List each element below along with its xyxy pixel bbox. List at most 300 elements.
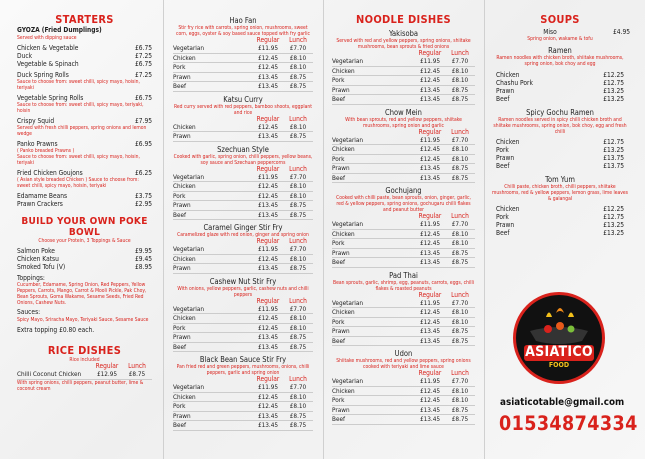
item-price: £7.25 <box>135 51 152 60</box>
lunch-price: £8.10 <box>289 323 307 332</box>
regular-price: £13.45 <box>419 327 441 335</box>
soup-row <box>490 221 630 229</box>
miso-row <box>490 28 630 36</box>
lunch-price: £8.75 <box>289 421 307 429</box>
starter-row <box>17 71 152 79</box>
item-name: Duck <box>17 51 33 60</box>
price-line <box>173 173 313 183</box>
soup-price: £13.25 <box>603 221 624 229</box>
dish-title: Hao Fan <box>229 16 257 25</box>
soup-protein: Chashu Pork <box>496 79 533 87</box>
lunch-header: Lunch <box>289 375 307 383</box>
lunch-header: Lunch <box>451 290 469 299</box>
lunch-price: £8.75 <box>451 164 469 172</box>
lunch-header: Lunch <box>289 164 307 173</box>
price-line <box>173 402 313 412</box>
soup-row <box>490 71 630 79</box>
protein-name: Chicken <box>173 122 196 131</box>
lunch-price: £8.75 <box>289 132 307 140</box>
tom-yum-desc: Chilli paste, chicken broth, chilli peppers, shiitake mushrooms, red & yellow peppers, lemon grass, lime leaves & galangal <box>492 184 628 202</box>
poke-sub: Choose your Protein, 3 Toppings & Sauce <box>38 237 131 244</box>
price-grid <box>332 292 475 347</box>
price-line <box>173 211 313 221</box>
item-name: Salmon Poke <box>17 246 55 255</box>
price-header <box>332 292 475 299</box>
price-header <box>173 166 313 173</box>
dish-block <box>332 271 475 347</box>
price-line <box>173 63 313 73</box>
dish-title: Cashew Nut Stir Fry <box>209 276 277 286</box>
soup-price: £12.25 <box>603 205 624 213</box>
lunch-price: £8.75 <box>451 173 469 182</box>
dish-block <box>332 29 475 105</box>
brand-tag: FOOD <box>548 361 570 369</box>
sauces-label: Sauces: <box>17 308 41 316</box>
dish-desc: With bean sprouts, red and yellow peppers, shiitake mushrooms, spring onion and garlic <box>345 116 462 129</box>
dish-title: Chow Mein <box>385 107 422 117</box>
protein-name: Beef <box>332 258 346 266</box>
item-name: Vegetable & Spinach <box>17 59 79 68</box>
lunch-price: £8.75 <box>289 333 307 341</box>
lunch-price: £7.70 <box>451 377 469 385</box>
protein-name: Vegetarian <box>332 220 364 228</box>
price-line <box>332 299 475 309</box>
rice-desc: With spring onions, chilli peppers, peanut butter, lime & coconut cream <box>17 379 144 392</box>
regular-price: £13.45 <box>419 173 441 182</box>
price-line <box>332 406 475 416</box>
regular-price: £13.45 <box>257 421 279 429</box>
item-price: £9.45 <box>135 254 152 263</box>
soups-title: SOUPS <box>540 13 580 26</box>
lunch-price: £8.10 <box>451 317 469 326</box>
soup-row <box>490 87 630 95</box>
spicy-ramen-rows <box>490 138 630 170</box>
price-line <box>173 73 313 83</box>
rice-title: RICE DISHES <box>47 344 122 357</box>
starter-desc: Sauce to choose from: sweet chilli, spicy mayo, hoisin, teriyaki <box>17 78 140 91</box>
noodles-title: NOODLE DISHES <box>356 13 451 26</box>
price-line <box>332 95 475 105</box>
price-line <box>173 182 313 192</box>
protein-name: Prawn <box>332 405 350 414</box>
regular-header: Regular <box>256 36 280 44</box>
regular-price: £13.45 <box>257 333 279 341</box>
poke-title: BUILD YOUR OWN POKE BOWL <box>21 215 148 238</box>
price-grid <box>173 238 313 274</box>
price-line <box>173 192 313 202</box>
gyoza-name: GYOZA (Fried Dumplings) <box>17 26 102 34</box>
price-header <box>332 50 475 57</box>
regular-price: £12.45 <box>257 191 279 200</box>
price-line <box>332 164 475 174</box>
lunch-price: £8.10 <box>451 76 469 84</box>
rice-regular-price: £12.95 <box>96 370 118 378</box>
price-line <box>173 44 313 54</box>
lunch-price: £8.75 <box>289 72 307 81</box>
regular-price: £11.95 <box>257 304 279 313</box>
protein-name: Chicken <box>173 392 196 401</box>
regular-price: £11.95 <box>419 377 441 385</box>
price-line <box>173 333 313 343</box>
lunch-price: £7.70 <box>289 172 307 181</box>
regular-header: Regular <box>418 212 442 220</box>
price-line <box>332 396 475 406</box>
starter-row <box>17 140 152 148</box>
fold-line <box>163 0 164 459</box>
dish-desc: Cooked with garlic, spring onion, chilli peppers, yellow beans, soy sauce and Szechuan peppercorns <box>173 153 313 166</box>
price-grid <box>332 129 475 184</box>
lunch-price: £8.75 <box>451 327 469 335</box>
lunch-price: £8.10 <box>451 239 469 247</box>
protein-name: Chicken <box>173 182 196 190</box>
protein-name: Pork <box>173 402 186 410</box>
lunch-price: £7.70 <box>451 220 469 228</box>
protein-name: Chicken <box>173 314 196 322</box>
rice-item-name: Chilli Coconut Chicken <box>17 370 82 378</box>
protein-name: Beef <box>173 421 187 429</box>
item-name: Smoked Tofu (V) <box>17 262 66 271</box>
dish-block <box>332 349 475 425</box>
stir-fry-column <box>173 13 313 459</box>
lunch-price: £8.10 <box>289 63 307 71</box>
item-price: £6.75 <box>135 43 152 52</box>
regular-header: Regular <box>256 164 280 173</box>
starter-row <box>17 117 152 125</box>
dish-block <box>173 223 313 274</box>
regular-price: £13.45 <box>257 264 279 272</box>
regular-header: Regular <box>256 296 280 305</box>
soup-price: £12.75 <box>603 138 624 146</box>
price-line <box>332 239 475 249</box>
protein-name: Vegetarian <box>332 298 364 307</box>
lunch-price: £8.75 <box>289 342 307 351</box>
gyoza-desc: Served with dipping sauce <box>17 34 77 41</box>
lunch-price: £8.10 <box>289 191 307 200</box>
item-price: £3.75 <box>135 191 152 200</box>
price-header <box>173 116 313 123</box>
regular-price: £11.95 <box>257 44 279 52</box>
price-header <box>332 213 475 220</box>
regular-header: Regular <box>256 237 280 245</box>
lunch-price: £8.10 <box>451 386 469 395</box>
dish-block <box>332 186 475 268</box>
price-line <box>332 249 475 259</box>
price-line <box>173 255 313 265</box>
regular-header: Regular <box>256 114 280 123</box>
price-line <box>332 67 475 77</box>
price-line <box>332 230 475 240</box>
soup-price: £13.75 <box>603 162 624 170</box>
regular-price: £12.45 <box>257 314 279 322</box>
regular-price: £13.45 <box>257 82 279 90</box>
lunch-price: £8.75 <box>451 248 469 257</box>
lunch-price: £8.10 <box>289 122 307 131</box>
price-grid <box>173 376 313 431</box>
lunch-price: £8.75 <box>451 258 469 266</box>
lunch-price: £8.10 <box>289 314 307 322</box>
regular-price: £12.45 <box>419 229 441 238</box>
price-line <box>332 86 475 96</box>
starter-name: Panko Prawns <box>17 139 58 148</box>
price-header <box>332 370 475 377</box>
menu-row <box>17 44 152 52</box>
starter-note: ( Panko breaded Prawns ) <box>17 147 75 154</box>
lunch-price: £8.75 <box>451 415 469 423</box>
protein-name: Prawn <box>173 132 191 140</box>
menu-row <box>17 263 152 271</box>
protein-name: Pork <box>332 76 345 84</box>
dish-title: Yakisoba <box>388 29 419 38</box>
soup-price: £13.75 <box>603 154 624 162</box>
soup-protein: Prawn <box>496 154 515 162</box>
soup-row <box>490 95 630 103</box>
protein-name: Pork <box>332 239 345 247</box>
soup-row <box>490 213 630 221</box>
soup-row <box>490 138 630 146</box>
regular-price: £12.45 <box>257 53 279 62</box>
price-line <box>332 318 475 328</box>
regular-price: £13.45 <box>419 258 441 266</box>
menu-row <box>17 247 152 255</box>
ramen-desc: Ramen noodles with chicken broth, shiitake mushrooms, spring onion, bok choy and egg <box>496 55 624 67</box>
regular-header: Regular <box>418 369 442 377</box>
regular-price: £13.45 <box>419 95 441 103</box>
protein-name: Beef <box>332 173 346 182</box>
protein-name: Chicken <box>332 308 355 316</box>
price-grid <box>173 37 313 92</box>
protein-name: Vegetarian <box>173 304 205 313</box>
protein-name: Chicken <box>173 53 196 62</box>
lunch-price: £8.10 <box>451 229 469 238</box>
toppings-label: Toppings: <box>17 273 45 282</box>
regular-price: £11.95 <box>419 220 441 228</box>
regular-price: £13.45 <box>419 405 441 414</box>
price-line <box>173 421 313 431</box>
lunch-header: Lunch <box>289 296 307 305</box>
protein-name: Beef <box>173 210 187 219</box>
price-header <box>173 298 313 305</box>
lunch-price: £7.70 <box>289 383 307 391</box>
lunch-header: Lunch <box>289 114 307 123</box>
protein-name: Beef <box>332 415 346 423</box>
starter-item <box>17 169 152 189</box>
regular-price: £11.95 <box>419 298 441 307</box>
dish-block <box>332 108 475 184</box>
starter-price: £7.25 <box>135 70 152 79</box>
protein-name: Vegetarian <box>173 245 205 253</box>
soups-column <box>490 0 630 459</box>
price-line <box>332 155 475 165</box>
noodle-dishes <box>332 29 475 425</box>
regular-price: £13.45 <box>419 164 441 172</box>
regular-price: £12.45 <box>419 66 441 75</box>
lunch-price: £8.10 <box>289 254 307 263</box>
regular-price: £11.95 <box>419 135 441 144</box>
item-price: £9.95 <box>135 246 152 255</box>
starter-desc: Sauce to choose from: sweet chilli, spicy mayo, teriyaki, hoisin <box>17 101 144 114</box>
noodles-column <box>332 0 475 459</box>
dish-desc: Caramelized glaze with red onion, ginger and spring onion <box>177 232 309 238</box>
price-line <box>332 174 475 184</box>
ramen-title: Ramen <box>548 46 572 55</box>
lunch-header: Lunch <box>451 127 469 136</box>
fold-line <box>323 0 324 459</box>
item-name: Chicken & Vegetable <box>17 43 79 52</box>
soup-price: £13.25 <box>603 229 624 237</box>
soup-protein: Beef <box>496 162 510 170</box>
soup-row <box>490 79 630 87</box>
protein-name: Pork <box>173 323 186 332</box>
lunch-price: £8.75 <box>451 85 469 94</box>
price-line <box>332 220 475 230</box>
tom-yum-rows <box>490 205 630 237</box>
price-header <box>332 129 475 136</box>
regular-header: Regular <box>418 127 442 136</box>
protein-name: Beef <box>332 95 346 103</box>
price-line <box>173 305 313 315</box>
regular-price: £12.45 <box>419 386 441 395</box>
starter-extras <box>17 192 152 208</box>
price-header <box>173 376 313 383</box>
contact-email[interactable]: asiaticotable@gmail.com <box>500 397 625 408</box>
poke-list <box>17 247 152 271</box>
miso-price: £4.95 <box>613 28 630 36</box>
price-line <box>173 201 313 211</box>
lunch-price: £8.75 <box>451 95 469 103</box>
lunch-header: Lunch <box>128 362 146 370</box>
price-line <box>173 82 313 92</box>
asiatico-logo <box>513 292 605 384</box>
lunch-price: £7.70 <box>289 44 307 52</box>
dish-title: Szechuan Style <box>217 144 269 154</box>
ramen-rows <box>490 71 630 103</box>
miso-desc: Spring onion, wakame & tofu <box>527 36 593 42</box>
lunch-price: £8.10 <box>289 182 307 190</box>
fold-line <box>484 0 485 459</box>
tom-yum-title: Tom Yum <box>545 175 575 184</box>
spicy-ramen-desc: Ramen noodles served in spicy chilli chicken broth and shiitake mushrooms, spring onion, bok choy, egg and fresh chilli <box>493 117 627 135</box>
lunch-price: £8.75 <box>451 336 469 345</box>
price-line <box>332 377 475 387</box>
menu-row <box>17 200 152 208</box>
lunch-price: £8.10 <box>451 66 469 75</box>
starter-desc: Served with fresh chilli peppers, spring onions and lemon wedge <box>17 124 147 137</box>
starter-name: Crispy Squid <box>17 116 55 125</box>
protein-name: Prawn <box>173 72 191 81</box>
protein-name: Vegetarian <box>173 172 205 181</box>
price-line <box>332 327 475 337</box>
starter-name: Duck Spring Rolls <box>17 70 69 79</box>
price-line <box>332 337 475 347</box>
soup-price: £12.75 <box>603 79 624 87</box>
soup-price: £13.25 <box>603 146 624 154</box>
protein-name: Prawn <box>173 264 191 272</box>
regular-price: £12.45 <box>419 317 441 326</box>
miso-name: Miso <box>543 28 557 36</box>
dish-block <box>173 95 313 142</box>
protein-name: Beef <box>332 336 346 345</box>
starter-desc: ( Asian style breaded Chicken ) Sauce to choose from: sweet chilli, spicy mayo, hoisin, teriyaki <box>17 176 139 189</box>
dish-title: Udon <box>394 349 413 358</box>
lunch-price: £8.10 <box>451 308 469 316</box>
lunch-price: £8.10 <box>289 53 307 62</box>
starter-item <box>17 94 152 114</box>
lunch-header: Lunch <box>451 49 469 57</box>
item-name: Chicken Katsu <box>17 254 59 263</box>
price-grid <box>332 370 475 425</box>
menu-row <box>17 52 152 60</box>
regular-price: £11.95 <box>257 245 279 253</box>
dish-desc: Pan fried red and green peppers, mushrooms, onions, chilli peppers, garlic and spring onion <box>176 364 310 376</box>
item-price: £8.95 <box>135 262 152 271</box>
protein-name: Prawn <box>332 164 350 172</box>
protein-name: Pork <box>332 396 345 404</box>
lunch-price: £8.75 <box>289 201 307 209</box>
lunch-price: £7.70 <box>451 135 469 144</box>
protein-name: Vegetarian <box>332 377 364 385</box>
sauces-text: Spicy Mayo, Sriracha Mayo, Teriyaki Sauce, Sesame Sauce <box>17 316 149 323</box>
protein-name: Pork <box>332 317 345 326</box>
contact-phone[interactable]: 01534874334 <box>499 412 638 435</box>
starter-item <box>17 140 152 166</box>
soup-row <box>490 229 630 237</box>
price-line <box>173 324 313 334</box>
price-grid <box>173 116 313 142</box>
price-line <box>173 383 313 393</box>
starter-name: Vegetable Spring Rolls <box>17 93 84 102</box>
item-price: £2.95 <box>135 199 152 208</box>
price-line <box>332 308 475 318</box>
regular-price: £13.45 <box>257 342 279 351</box>
dish-desc: Served with red and yellow peppers, spring onions, shiitake mushrooms, bean sprouts & fried onions <box>336 38 471 50</box>
regular-price: £13.45 <box>257 72 279 81</box>
soup-row <box>490 162 630 170</box>
regular-price: £12.45 <box>257 122 279 131</box>
lunch-price: £7.70 <box>289 304 307 313</box>
item-name: Prawn Crackers <box>17 199 63 208</box>
price-line <box>332 415 475 425</box>
starters-title: STARTERS <box>55 13 114 26</box>
regular-price: £13.45 <box>257 210 279 219</box>
protein-name: Chicken <box>332 386 355 395</box>
protein-name: Pork <box>173 191 186 200</box>
lunch-header: Lunch <box>289 237 307 245</box>
regular-price: £11.95 <box>257 172 279 181</box>
dish-title: Caramel Ginger Stir Fry <box>203 223 283 232</box>
protein-name: Prawn <box>173 411 191 420</box>
soup-price: £13.25 <box>603 95 624 103</box>
soup-protein: Beef <box>496 95 510 103</box>
price-line <box>332 145 475 155</box>
price-line <box>332 387 475 397</box>
price-line <box>173 54 313 64</box>
soup-price: £13.25 <box>603 87 624 95</box>
regular-price: £12.45 <box>419 396 441 404</box>
protein-name: Beef <box>173 82 187 90</box>
regular-price: £12.45 <box>419 145 441 153</box>
dish-desc: Red curry served with red peppers, bamboo shoots, eggplant and rice <box>174 103 312 116</box>
dish-desc: Stir fry rice with carrots, spring onion, mushrooms, sweet corn, eggs, oyster & soy based sauce topped with fry garlic <box>176 25 310 37</box>
regular-price: £13.45 <box>257 132 279 140</box>
dish-desc: Bean sprouts, garlic, shrimp, egg, peanuts, carrots, eggs, chilli flakes & roasted peanuts <box>333 279 474 292</box>
dish-title: Black Bean Sauce Stir Fry <box>199 355 287 364</box>
soup-price: £12.25 <box>603 71 624 79</box>
rice-sub: Rice included <box>69 357 100 363</box>
price-header <box>173 37 313 44</box>
price-line <box>332 136 475 146</box>
soup-row <box>490 146 630 154</box>
lunch-price: £8.75 <box>451 405 469 414</box>
